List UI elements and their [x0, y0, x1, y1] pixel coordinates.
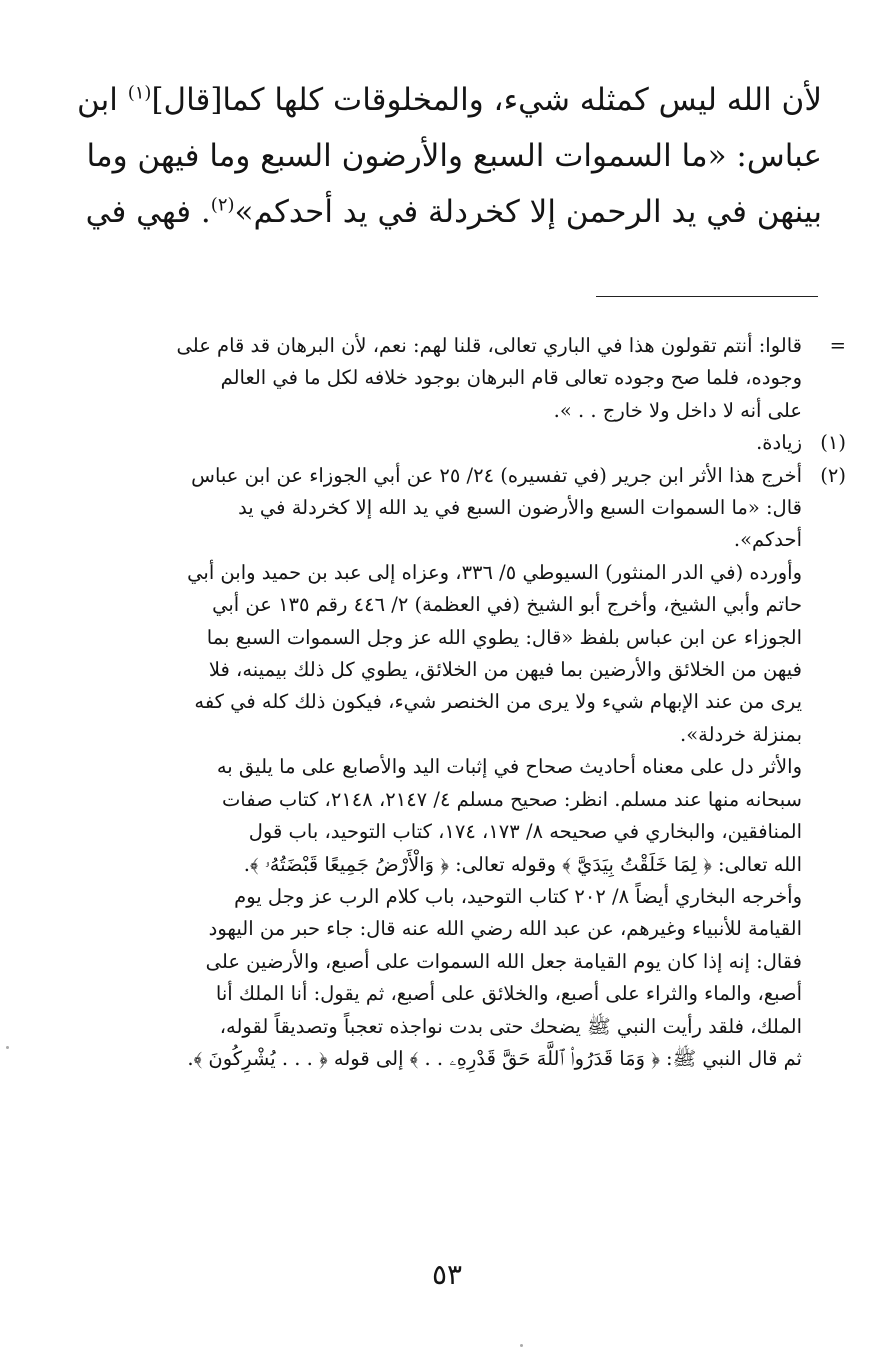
- footnote-line: الجوزاء عن ابن عباس بلفظ «قال: يطوي الله عز وجل السموات السبع بما: [206, 625, 802, 649]
- main-text-segment: ابن: [77, 82, 128, 118]
- footnote-line: الملك، فلقد رأيت النبي ﷺ يضحك حتى بدت نواجذه تعجباً وتصديقاً لقوله،: [219, 1014, 802, 1038]
- footnote-line: وأورده (في الدر المنثور) السيوطي ٥/ ٣٣٦، وعزاه إلى عبد بن حميد وابن أبي: [187, 560, 802, 584]
- footnote-1: [66, 427, 846, 459]
- footnote-body: [66, 330, 802, 427]
- footnote-line: أخرج هذا الأثر ابن جرير (في تفسيره) ٢٤/ ٢٥ عن أبي الجوزاء عن ابن عباس: [191, 463, 802, 487]
- footnote-line: حاتم وأبي الشيخ، وأخرج أبو الشيخ (في العظمة) ٢/ ٤٤٦ رقم ١٣٥ عن أبي: [212, 593, 802, 617]
- footnote-line: أحدكم».: [733, 528, 802, 552]
- footnote-reference[interactable]: (٢): [210, 194, 235, 216]
- footnote-line: ثم قال النبي ﷺ: ﴿ وَمَا قَدَرُوا۟ ٱللَّهَ حَقَّ قَدْرِهِۦ . . ﴾ إلى قوله ﴿ . . . يُشْرِكُونَ ﴾.: [187, 1046, 802, 1070]
- footnote-line: وجوده، فلما صح وجوده تعالى قام البرهان بوجود خلافه لكل ما في العالم: [220, 366, 802, 390]
- footnote-line: زيادة.: [756, 431, 802, 455]
- continuation-marker: =: [829, 334, 846, 357]
- main-text-line: [66, 72, 822, 128]
- footnote-body: [66, 427, 802, 459]
- footnote-separator: [596, 296, 818, 297]
- footnote-line: المنافقين، والبخاري في صحيحه ٨/ ١٧٣، ١٧٤، كتاب التوحيد، باب قول: [248, 820, 802, 844]
- footnote-number: (٢): [820, 463, 846, 487]
- footnote-line: فقال: إنه إذا كان يوم القيامة جعل الله السموات على أصبع، والأرضين على: [205, 949, 802, 973]
- footnote-line: أصبع، والماء والثراء على أصبع، والخلائق على أصبع، ثم يقول: أنا الملك أنا: [215, 982, 802, 1006]
- footnote-line: بمنزلة خردلة».: [680, 722, 802, 746]
- footnote-line: وأخرجه البخاري أيضاً ٨/ ٢٠٢ كتاب التوحيد، باب كلام الرب عز وجل يوم: [234, 884, 802, 908]
- footnote-line: يرى من عند الإبهام شيء ولا يرى من الخنصر شيء، فيكون ذلك كله في كفه: [194, 690, 802, 714]
- main-body-text: [66, 72, 822, 240]
- footnote-line: على أنه لا داخل ولا خارج . . ».: [553, 398, 802, 422]
- footnote-2: [66, 460, 846, 1076]
- main-text-line: عباس: «ما السموات السبع والأرضون السبع وما فيهن وما: [86, 138, 822, 174]
- footnote-line: القيامة للأنبياء وغيرهم، عن عبد الله رضي الله عنه قال: جاء حبر من اليهود: [208, 917, 802, 941]
- main-text-segment: . فهي في: [85, 194, 211, 230]
- footnote-line: قال: «ما السموات السبع والأرضون السبع في يد الله إلا كخردلة في يد: [238, 496, 802, 520]
- footnote-reference[interactable]: (١): [127, 82, 152, 104]
- footnote-continuation: [66, 330, 846, 427]
- footnote-line: والأثر دل على معناه أحاديث صحاح في إثبات اليد والأصابع على ما يليق به: [216, 755, 802, 779]
- footnotes-section: [66, 330, 846, 1075]
- main-text-segment: لأن الله ليس كمثله شيء، والمخلوقات كلها كما[قال]: [151, 82, 822, 118]
- scan-speck: [6, 1046, 9, 1049]
- footnote-line: فيهن من الخلائق والأرضين بما فيهن من الخلائق، يطوي كل ذلك بيمينه، فلا: [208, 658, 802, 682]
- footnote-line: سبحانه منها عند مسلم. انظر: صحيح مسلم ٤/ ٢١٤٧، ٢١٤٨، كتاب صفات: [221, 787, 802, 811]
- main-text-line: [66, 184, 822, 240]
- main-text-segment: بينهن في يد الرحمن إلا كخردلة في يد أحدكم»: [234, 194, 822, 230]
- scan-speck: [520, 1344, 523, 1347]
- footnote-number: (١): [820, 431, 846, 455]
- footnote-line: الله تعالى: ﴿ لِمَا خَلَقْتُ بِيَدَيَّ ﴾ وقوله تعالى: ﴿ وَالْأَرْضُ جَمِيعًا قَبْضَتُهُۥ ﴾.: [243, 852, 802, 876]
- footnote-body: [66, 460, 802, 1076]
- page-number: ٥٣: [431, 1258, 463, 1291]
- footnote-line: قالوا: أنتم تقولون هذا في الباري تعالى، قلنا لهم: نعم، لأن البرهان قد قام على: [176, 334, 802, 357]
